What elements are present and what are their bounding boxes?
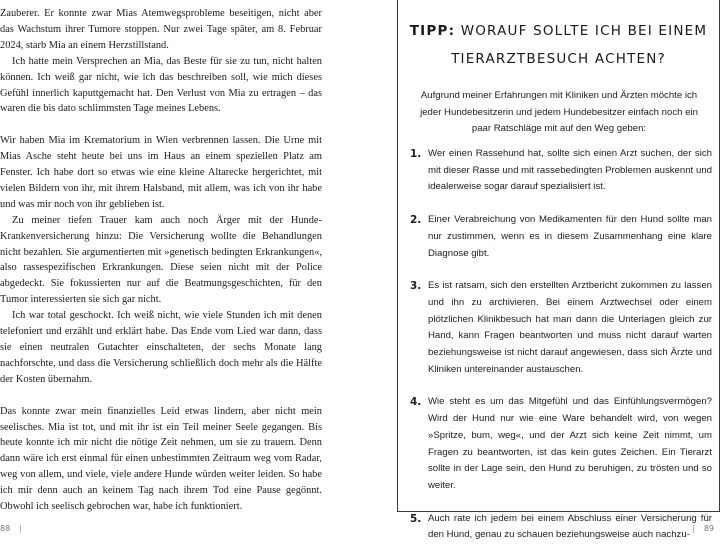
tip-item	[410, 394, 712, 494]
page-number: 88	[0, 524, 11, 533]
left-page	[0, 0, 358, 534]
tip-title-line2: TIERARZTBESUCH ACHTEN?	[451, 51, 666, 67]
paragraph: Zu meiner tiefen Trauer kam auch noch Ärger mit der Hunde-Krankenversicherung hinzu: Die Versicherung wollte die Behandlungen nicht bezahlen. Sie argumentierten mit »genetisch bedingten Erkrankungen«, also rassespezifischen Erkrankungen. Diese seien nicht mit der Police abgedeckt. Sie fokussierten nur auf die Beatmungsgeschichten, für den Tumor interessierten sie sich gar nicht.	[0, 214, 322, 306]
tip-title-line1: WORAUF SOLLTE ICH BEI EINEM	[460, 23, 708, 39]
tip-text: Wie steht es um das Mitgefühl und das Einfühlungsvermögen? Wird der Hund nur wie eine Ware behandelt wird, von wegen »Spritze, bum, weg«, und der Arzt sich keine Zeit nimmt, um Fragen zu beantworten, ist das kein gutes Zeichen. Ein Tierarzt sollte in der Lage sein, den Hund zu beruhigen, zu trösten und so weiter.	[428, 396, 712, 491]
tip-list	[410, 146, 712, 560]
tip-number: 3.	[410, 280, 422, 293]
tip-intro: Aufgrund meiner Erfahrungen mit Kliniken und Ärzten möchte ich jeder Hundebesitzerin und jedem Hundebesitzer einfach noch ein paar Ratschläge mit auf den Weg geben:	[420, 90, 698, 134]
tip-text: Einer Verabreichung von Medikamenten für den Hund sollte man nur zustimmen, wenn es in diesem Zusammenhang eine klare Diagnose gibt.	[428, 214, 712, 259]
footer-divider: |	[19, 524, 22, 533]
right-page	[362, 0, 720, 541]
page-footer-left	[0, 524, 22, 533]
paragraph: Zauberer. Er konnte zwar Mias Atemwegsprobleme beseitigen, nicht aber das Wachstum ihrer Tumore stoppen. Nur zwei Tage später, am 8. Februar 2024, starb Mia an einem Herzstillstand.	[0, 8, 322, 51]
page-footer-right	[692, 524, 714, 533]
tip-text: Auch rate ich jedem bei einem Abschluss einer Versicherung für den Hund, genau zu schauen beziehungsweise auch nachzu-	[428, 512, 712, 541]
paragraph: Ich hatte mein Versprechen an Mia, das Beste für sie zu tun, nicht halten können. Ich weiß gar nicht, wie ich das beschreiben soll, wie mich dieses Gefühl innerlich kaputtgemacht hat. Den Verlust von Mia zu ertragen – das waren die bis dato schlimmsten Tage meines Lebens.	[0, 55, 322, 115]
tip-number: 5.	[410, 512, 422, 525]
page-number: 89	[703, 524, 714, 533]
tip-item	[410, 146, 712, 196]
tip-title-label: TIPP:	[409, 23, 456, 39]
paragraph: Das konnte zwar mein finanzielles Leid etwas lindern, aber nicht mein seelisches. Mia ist tot, und mit ihr ist ein Teil meiner Seele gegangen. Bis heute konnte ich mir nicht die nötige Zeit nehmen, um sie zu trauern. Denn dann wäre ich erst einmal für einen unbestimmten Zeitraum weg vom Radar, weg von allem, und viele, viele andere Hunde würden weiter leiden. So habe ich mir denn auch an keinem Tag nach ihrem Tod eine Pause gegönnt. Obwohl ich seelisch gebrochen war, habe ich funktioniert.	[0, 405, 322, 513]
tip-title	[398, 17, 719, 73]
tip-item	[410, 278, 712, 378]
footer-divider: |	[692, 524, 695, 533]
paragraph: Wir haben Mia im Krematorium in Wien verbrennen lassen. Die Urne mit Mias Asche steht heute bei uns im Haus an einem speziellen Platz am Fenster. Ich habe dort so etwas wie eine kleine Altarecke hergerichtet, mit vielen Bildern von ihr, mit ihrem Halsband, mit allem, was ich von ihr habe und was mir noch von ihr geblieben ist.	[0, 135, 322, 210]
tip-number: 4.	[410, 396, 422, 409]
tip-item	[410, 511, 712, 544]
tip-text: Wer einen Rassehund hat, sollte sich einen Arzt suchen, der sich mit dieser Rasse und mit rassebedingten Problemen auskennt und idealerweise sogar darauf spezialisiert ist.	[428, 148, 712, 193]
left-page-body	[0, 6, 322, 515]
tip-item	[410, 212, 712, 262]
tip-text: Es ist ratsam, sich den erstellten Arztbericht zukommen zu lassen und ihn zu archivieren. Bei einem Arztwechsel oder einem plötzlichen Klinikbesuch hat man dann die Unterlagen gleich zur Hand, kann Fragen beantworten und muss nicht darauf warten beziehungsweise ist nicht darauf angewiesen, dass sich Ärzte und Kliniken untereinander austauschen.	[428, 280, 712, 375]
tip-number: 2.	[410, 214, 422, 227]
tip-number: 1.	[410, 148, 422, 160]
paragraph: Ich war total geschockt. Ich weiß nicht, wie viele Stunden ich mit denen telefoniert und erzählt und erklärt habe. Das Ende vom Lied war dann, dass sie einen neutralen Gutachter einschalteten, der sechs Monate lang nachforschte, und dass die Versicherung schließlich doch mehr als die Hälfte der Kosten übernahm.	[0, 310, 322, 385]
